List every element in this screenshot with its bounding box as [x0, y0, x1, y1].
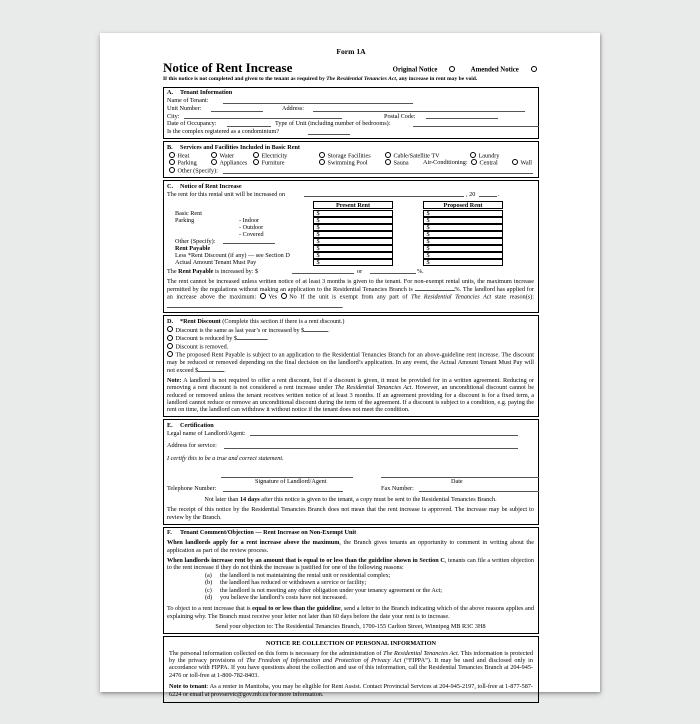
- signature-label: Signature of Landlord/Agent: [255, 477, 327, 485]
- reason-b: (b) the landlord has reduced or withdrawn a service or facility;: [205, 579, 367, 587]
- section-b-title: Services and Facilities Included in Basic Rent: [180, 143, 300, 151]
- notice-title: NOTICE RE COLLECTION OF PERSONAL INFORMATION: [265, 640, 436, 648]
- present-rent-cell[interactable]: $: [313, 217, 393, 224]
- section-a-title: Tenant Information: [180, 89, 233, 97]
- proposed-rent-cell[interactable]: $: [423, 224, 503, 231]
- proposed-rent-cell[interactable]: $: [423, 252, 503, 259]
- furniture-label: Furniture: [261, 160, 285, 168]
- heat-radio[interactable]: [169, 152, 175, 158]
- note-to-tenant: Note to tenant: As a renter in Manitoba, you may be eligible for Rent Assist. Contact Provincial Services at 204-945-2197, toll-free at 1-877-587-6224 or email at provservic@gov.mb.ca for more information.: [169, 683, 533, 698]
- reason-c: (c) the landlord is not meeting any other obligation under your tenancy agreement or the Act;: [205, 586, 442, 594]
- postal-code-field[interactable]: [426, 113, 498, 119]
- form-page: [100, 33, 600, 698]
- rent-row-parking-outdoor: - Outdoor $ $: [175, 224, 534, 231]
- original-notice-radio[interactable]: [449, 66, 455, 72]
- address-for-service-label: Address for service:: [167, 442, 217, 450]
- postal-code-label: Postal Code:: [384, 112, 416, 120]
- section-f-tenant-comment: F. Tenant Comment/Objection — Rent Increase on Non-Exempt Unit When landlords apply for a rent increase above the maximum, the Branch gives tenants an opportunity to comment in writing about the application as part of the review process. When landlords increase rent by an amount that is equal to or less than the guideline shown in Section C, tenants can file a written objection to the rent increase if they do not think the increase is justified for one of the following reasons: (a) the landlord is not maintaining the rental unit or residential complex; (b) the landlord has reduced or withdrawn a service or facility; (c) the landlord is not meeting any other obligation under your tenancy agreement or the Act; (d) you believe the landlord’s costs have not increased. To object to a rent increase that is equal to or less than the guideline, send a letter to the Branch indicating which of the above reasons applies and explaining why. The Branch must receive your letter not later than 60 days before the date your rent is to increase. Send your objection to: The Residential Tenancies Branch, 1700-155 Carlton Street, Winnipeg MB R3C 3H8: [163, 527, 539, 634]
- laundry-radio[interactable]: [470, 152, 476, 158]
- type-of-unit-label: Type of Unit (including number of bedrooms):: [275, 120, 391, 128]
- sauna-label: Sauna: [393, 160, 409, 168]
- present-rent-header: Present Rent: [313, 201, 393, 209]
- heat-label: Heat: [177, 152, 190, 160]
- notice-type-options: [393, 66, 539, 74]
- form-number: Form 1A: [336, 47, 366, 56]
- address-label: Address:: [282, 105, 304, 112]
- storage-facilities-radio[interactable]: [319, 152, 325, 158]
- fax-label: Fax Number:: [381, 485, 414, 493]
- present-rent-cell[interactable]: $: [313, 259, 393, 266]
- condominium-field[interactable]: [308, 129, 350, 135]
- unit-number-label: Unit Number:: [167, 105, 202, 112]
- city-field[interactable]: [184, 113, 342, 119]
- rent-row-parking-indoor: Parking - Indoor $ $: [175, 217, 534, 224]
- amended-notice-label: Amended Notice: [470, 67, 519, 74]
- address-field[interactable]: [313, 106, 525, 112]
- exempt-reason-field[interactable]: [167, 302, 342, 308]
- air-wall-radio[interactable]: [512, 159, 518, 165]
- applied-yes-radio[interactable]: [260, 293, 266, 299]
- page-title: Notice of Rent Increase: [163, 60, 293, 76]
- present-rent-cell[interactable]: $: [313, 238, 393, 245]
- original-notice-label: Original Notice: [392, 67, 438, 74]
- section-d-note: Note: A landlord is not required to offer a rent discount, but if a discount is given, it must be provided for in a written agreement. Reducing or removing a rent discount is not considered a rent increase under The Residential Tenancies Act. However, an unconditional discount cannot be reduced or removed unless the tenant receives written notice of at least 3 months. If an agreement providing for a discount is for a fixed term, a landlord cannot reduce or remove an unconditional discount during the term of the agreement. If a discount is subject to a condition, e.g. paying the rent on time, the landlord can withdraw it without notice if the tenant does not meet the condition.: [167, 376, 534, 414]
- section-b-services-facilities: B. Services and Facilities Included in Basic Rent Heat Water Electricity Storage Facilities Cable/Satellite TV Laundry Parking Appliances Furniture Swimming Pool Sauna Air-Conditioning: Central Wall Other (Specify):: [163, 141, 539, 178]
- increase-amount-field[interactable]: [292, 268, 354, 274]
- rent-row-rent-payable: Rent Payable $ $: [175, 245, 534, 252]
- rent-row-other: Other (Specify): $ $: [175, 238, 534, 245]
- section-d-title: *Rent Discount: [180, 317, 221, 325]
- swimming-pool-label: Swimming Pool: [327, 160, 368, 168]
- increase-date-label: The rent for this rental unit will be increased on: [167, 190, 286, 198]
- present-rent-cell[interactable]: $: [313, 245, 393, 252]
- increase-date-field[interactable]: [304, 191, 464, 197]
- storage-facilities-label: Storage Facilities: [327, 152, 371, 160]
- air-central-label: Central: [479, 160, 498, 168]
- discount-reduced-radio[interactable]: [167, 335, 173, 341]
- rent-row-actual-amount: Actual Amount Tenant Must Pay $ $: [175, 259, 534, 266]
- present-rent-cell[interactable]: $: [313, 224, 393, 231]
- applied-no-radio[interactable]: [281, 293, 287, 299]
- discount-reduced-field[interactable]: [237, 334, 267, 340]
- date-label: Date: [451, 477, 463, 485]
- name-of-tenant-field[interactable]: [223, 98, 413, 104]
- max-increase-percent-field[interactable]: [415, 285, 455, 291]
- electricity-radio[interactable]: [253, 152, 259, 158]
- discount-same-field[interactable]: [304, 326, 328, 332]
- fax-field[interactable]: [419, 486, 539, 492]
- proposed-rent-cell[interactable]: $: [423, 231, 503, 238]
- parking-radio[interactable]: [169, 159, 175, 165]
- void-warning: If this notice is not completed and given to the tenant as required by The Residential Tenancies Act, any increase in rent may be void.: [163, 76, 478, 83]
- legal-name-label: Legal name of Landlord/Agent:: [167, 429, 246, 437]
- section-a-tenant-information: A. Tenant Information Name of Tenant: Unit Number: Address: City: Postal Code: Date of Occupancy: Type of Unit (including number of bedrooms): Is the complex registered as a condominium?: [163, 87, 539, 139]
- receipt-note: The receipt of this notice by the Residential Tenancies Branch does not mean that the rent increase is approved. The increase may be subject to review by the Branch.: [167, 506, 534, 521]
- section-e-certification: E. Certification Legal name of Landlord/Agent: Address for service: I certify this to be a true and correct statement. Signature of Landlord/Agent Date Telephone Number: Fax Number: Not later than 14 days after this notice is given to the tenant, a copy must be sent to the Residential Tenancies Branch. The receipt of this notice by the Residential Tenancies Branch does not mean that the rent increase is approved. The increase may be subject to review by the Branch.: [163, 419, 539, 524]
- rent-row-discount: Less *Rent Discount (if any) — see Section D $ $: [175, 252, 534, 259]
- unit-number-field[interactable]: [211, 106, 263, 112]
- discount-application-radio[interactable]: [167, 351, 173, 357]
- sauna-radio[interactable]: [385, 159, 391, 165]
- present-rent-cell[interactable]: $: [313, 252, 393, 259]
- increase-percent-field[interactable]: [370, 268, 416, 274]
- section-d-rent-discount: D. *Rent Discount (Complete this section if there is a rent discount.) Discount is the same as last year’s or increased by $ . Discount is reduced by $ . Discount is removed. The proposed Rent Payable is subject to an application to the Residential Tenancies Branch for an above-guideline rent increase. The discount may be reduced or removed depending on the final decision on the landlord’s application. In any event, the Actual Amount Tenant Must Pay will not exceed $ . Note: A landlord is not required to offer a rent discount, but if a discount is given, it must be provided for in a written agreement. Reducing or removing a rent discount is not considered a rent increase under The Residential Tenancies Act. However, an unconditional discount cannot be reduced or removed unless the tenant receives written notice of at least 3 months. If an agreement providing for a discount is for a fixed term, a landlord cannot reduce or remove an unconditional discount during the term of the agreement. If a discount is subject to a condition, e.g. paying the rent on time, the landlord can withdraw it without notice if the tenant does not meet the condition.: [163, 315, 539, 417]
- cable-satellite-radio[interactable]: [385, 152, 391, 158]
- reason-d: (d) you believe the landlord’s costs have not increased.: [205, 594, 348, 601]
- present-rent-cell[interactable]: $: [313, 231, 393, 238]
- laundry-label: Laundry: [478, 152, 500, 160]
- address-for-service-field[interactable]: [224, 443, 518, 449]
- section-f-title: Tenant Comment/Objection — Rent Increase on Non-Exempt Unit: [180, 529, 357, 537]
- other-service-radio[interactable]: [169, 167, 175, 173]
- rent-row-parking-covered: - Covered $ $: [175, 231, 534, 238]
- proposed-rent-header: Proposed Rent: [423, 201, 503, 209]
- telephone-field[interactable]: [223, 486, 343, 492]
- appliances-radio[interactable]: [211, 159, 217, 165]
- cable-satellite-label: Cable/Satellite TV: [393, 152, 440, 160]
- date-of-occupancy-label: Date of Occupancy:: [167, 120, 217, 128]
- appliances-label: Appliances: [219, 160, 248, 168]
- rent-row-basic: Basic Rent $ $: [175, 210, 534, 217]
- section-e-title: Certification: [180, 421, 214, 429]
- legal-name-field[interactable]: [250, 430, 518, 436]
- discount-same-radio[interactable]: [167, 326, 173, 332]
- send-objection-line: Send your objection to: The Residential Tenancies Branch, 1700-155 Carlton Street, Winnipeg MB R3C 3H8: [215, 623, 486, 631]
- proposed-rent-cell[interactable]: $: [423, 238, 503, 245]
- personal-information-notice: NOTICE RE COLLECTION OF PERSONAL INFORMATION The personal information collected on this form is necessary for the administration of The Residential Tenancies Act. This information is protected by the privacy provisions of The Freedom of Information and Protection of Privacy Act (“FIPPA”). It may be used and disclosed only in accordance with FIPPA. If you have questions about the collection and use of this information, call the Residential Tenancies Branch at 204-945-2476 or toll-free at 1-800-782-8403. Note to tenant: As a renter in Manitoba, you may be eligible for Rent Assist. Contact Provincial Services at 204-945-2197, toll-free at 1-877-587-6224 or email at provservic@gov.mb.ca for more information.: [163, 636, 539, 703]
- furniture-radio[interactable]: [253, 159, 259, 165]
- air-central-radio[interactable]: [471, 159, 477, 165]
- other-service-field[interactable]: [223, 168, 533, 174]
- increase-year-field[interactable]: [479, 191, 497, 197]
- telephone-label: Telephone Number:: [167, 485, 217, 493]
- air-wall-label: Wall: [520, 160, 533, 168]
- section-c-notice-of-rent-increase: C. Notice of Rent Increase The rent for this rental unit will be increased on , 20 . Present Rent Proposed Rent Basic Rent $ $ Parking - Indoor $ $ - Outdoor $ $ - Covered $ $ Other (Specify): $ $ Rent Payable $ $ Less *Rent Discount (if any) — see Section D $ $ Actual Amount Tenant Must Pay $ $ The Rent Payable is increased by: $ or %. The rent cannot be increased unless written notice of at least 3 months is given to the tenant. For non-exempt rental units, the maximum increase permitted by the regulations without making an application to the Residential Tenancies Branch is %. The landlord has applied for an increase above the maximum: Yes No If the unit is exempt from any part of The Residential Tenancies Act state reason(s): .: [163, 180, 539, 313]
- other-rent-field[interactable]: [223, 238, 275, 244]
- section-c-title: Notice of Rent Increase: [180, 182, 242, 190]
- type-of-unit-field[interactable]: [413, 121, 539, 127]
- section-c-paragraph: The rent cannot be increased unless written notice of at least 3 months is given to the tenant. For non-exempt rental units, the maximum increase permitted by the regulations without making an application to the Residential Tenancies Branch is %. The landlord has applied for an increase above the maximum: Yes No If the unit is exempt from any part of The Residential Tenancies Act state reason(s): .: [167, 277, 534, 310]
- proposed-rent-cell[interactable]: $: [423, 259, 503, 266]
- present-rent-cell[interactable]: $: [313, 210, 393, 217]
- condominium-label: Is the complex registered as a condominium?: [167, 128, 280, 136]
- other-service-label: Other (Specify):: [177, 167, 218, 175]
- title-row: [163, 61, 539, 74]
- electricity-label: Electricity: [261, 152, 288, 160]
- reason-a: (a) the landlord is not maintaining the rental unit or residential complex;: [205, 571, 391, 579]
- proposed-rent-cell[interactable]: $: [423, 217, 503, 224]
- water-label: Water: [219, 152, 235, 160]
- proposed-rent-cell[interactable]: $: [423, 210, 503, 217]
- swimming-pool-radio[interactable]: [319, 159, 325, 165]
- rent-table-header: [175, 201, 534, 210]
- discount-removed-radio[interactable]: [167, 343, 173, 349]
- city-label: City:: [167, 112, 180, 120]
- amended-notice-radio[interactable]: [531, 66, 537, 72]
- date-of-occupancy-field[interactable]: [227, 121, 271, 127]
- copy-deadline-line: Not later than 14 days after this notice is given to the tenant, a copy must be sent to the Residential Tenancies Branch.: [204, 495, 497, 503]
- discount-max-field[interactable]: [198, 366, 224, 372]
- certify-statement: I certify this to be a true and correct statement.: [167, 455, 284, 463]
- parking-label: Parking: [177, 160, 197, 168]
- water-radio[interactable]: [211, 152, 217, 158]
- proposed-rent-cell[interactable]: $: [423, 245, 503, 252]
- name-of-tenant-label: Name of Tenant:: [167, 97, 209, 105]
- air-conditioning-label: Air-Conditioning:: [423, 159, 468, 167]
